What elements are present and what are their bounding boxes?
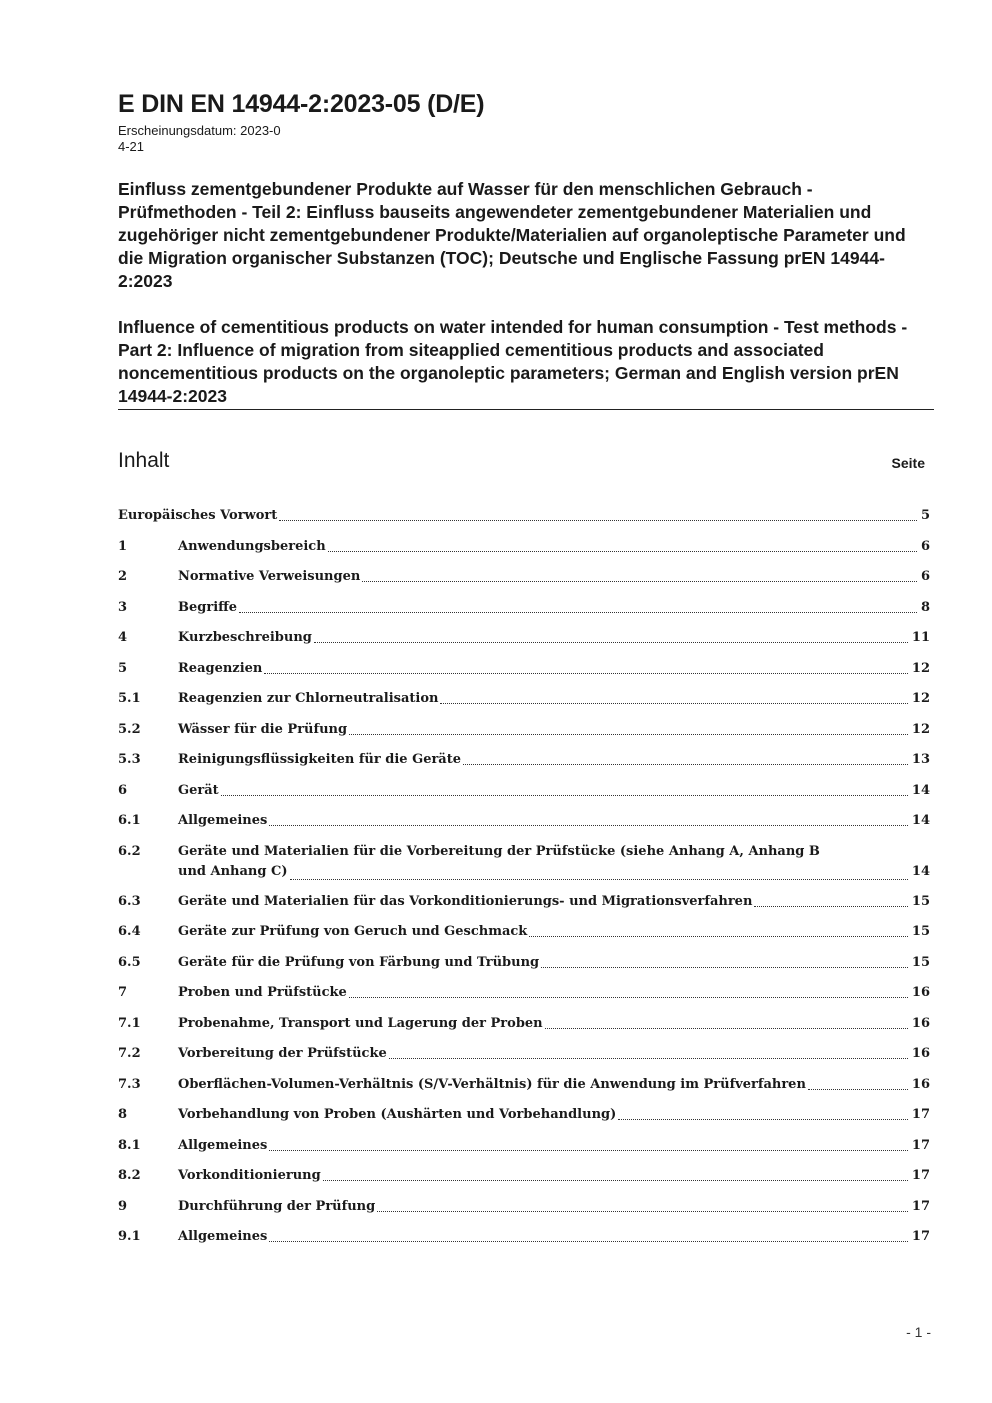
toc-entry-number: 5.1: [118, 691, 141, 706]
toc-page-column-label: Seite: [891, 455, 925, 471]
toc-entry-number: 5.3: [118, 752, 141, 767]
toc-entry[interactable]: [118, 503, 930, 534]
toc-entry-text: [178, 1041, 930, 1072]
toc-dot-leader: [349, 980, 908, 998]
toc-dot-leader: [269, 1224, 908, 1242]
toc-entry[interactable]: [118, 778, 930, 809]
toc-entry-title: Geräte für die Prüfung von Färbung und Trübung: [178, 954, 540, 970]
toc-entry-page: 12: [911, 691, 930, 706]
toc-entry-number: 9: [118, 1198, 128, 1214]
toc-entry-number: 9.1: [118, 1229, 141, 1244]
toc-entry-page: 16: [911, 1046, 930, 1061]
toc-entry[interactable]: [118, 717, 930, 748]
toc-entry[interactable]: [118, 1163, 930, 1194]
toc-entry-title: Vorbehandlung von Proben (Aushärten und Vorbehandlung): [178, 1107, 617, 1122]
document-id: E DIN EN 14944-2:2023-05 (D/E): [118, 90, 485, 118]
toc-entry-title: Reagenzien zur Chlorneutralisation: [178, 691, 439, 706]
toc-entry-number: 7: [118, 985, 128, 1000]
toc-entry-title: Kurzbeschreibung: [178, 630, 312, 645]
toc-entry-number: 7.1: [118, 1015, 141, 1031]
toc-entry[interactable]: [118, 1102, 930, 1133]
toc-entry-page: 17: [911, 1137, 930, 1153]
toc-dot-leader: [239, 595, 917, 613]
toc-entry-page: 17: [911, 1107, 930, 1122]
toc-dot-leader: [529, 919, 908, 937]
toc-entry[interactable]: [118, 808, 930, 839]
toc-entry-number: 6: [118, 782, 128, 798]
toc-entry-number: 4: [118, 630, 128, 645]
toc-entry-text: [178, 1163, 930, 1194]
toc-entry-page: 16: [911, 985, 930, 1000]
toc-entry-text: [178, 808, 930, 839]
toc-entry-title: Vorkonditionierung: [178, 1168, 321, 1183]
toc-entry-text: [178, 839, 930, 889]
toc-entry-page: 12: [911, 721, 930, 737]
toc-entry-number: 6.4: [118, 924, 141, 939]
toc-entry-title: Geräte und Materialien für das Vorkonditionierungs- und Migrationsverfahren: [178, 893, 753, 909]
toc-entry-title: Geräte zur Prüfung von Geruch und Geschmack: [178, 924, 528, 939]
toc-entry-title: Vorbereitung der Prüfstücke: [178, 1046, 387, 1061]
toc-entry[interactable]: [118, 950, 930, 981]
toc-dot-leader: [323, 1163, 908, 1181]
toc-entry-number: 8.2: [118, 1168, 141, 1183]
toc-entry-title: Reagenzien: [178, 660, 263, 676]
toc-entry-text: [178, 656, 930, 687]
toc-entry-number: 6.2: [118, 843, 141, 859]
publication-date: [118, 123, 358, 155]
toc-entry-number: 5: [118, 660, 128, 676]
toc-entry-title: Allgemeines: [178, 1229, 268, 1244]
toc-entry-page: 16: [911, 1015, 930, 1031]
toc-entry-page: 11: [911, 630, 930, 645]
toc-dot-leader: [541, 950, 908, 968]
toc-entry-title: Probenahme, Transport und Lagerung der Proben: [178, 1015, 543, 1031]
toc-entry[interactable]: [118, 1072, 930, 1103]
toc-entry-number: 6.5: [118, 954, 141, 970]
title-divider: [118, 409, 934, 410]
toc-entry-page: 6: [920, 538, 930, 554]
toc-entry[interactable]: [118, 1194, 930, 1225]
toc-entry-number: 6.3: [118, 893, 141, 909]
toc-entry-text: [178, 564, 930, 595]
toc-dot-leader: [269, 808, 908, 826]
toc-dot-leader: [279, 503, 917, 521]
toc-dot-leader: [754, 889, 908, 907]
toc-entry-number: 2: [118, 569, 128, 584]
toc-entry-text: [178, 595, 930, 626]
toc-entry[interactable]: [118, 595, 930, 626]
toc-entry-page: 15: [911, 924, 930, 939]
toc-entry[interactable]: [118, 980, 930, 1011]
toc-dot-leader: [264, 656, 908, 674]
toc-entry-page: 6: [920, 569, 930, 584]
toc-entry-title: Europäisches Vorwort: [118, 508, 278, 523]
title-german: Einfluss zementgebundener Produkte auf Wasser für den menschlichen Gebrauch - Prüfmethoden - Teil 2: Einfluss bauseits angewendeter zementgebundener Materialien und zugehöriger nicht zementgebundener Produkte/Materialien auf organoleptische Parameter und die Migration organischer Substanzen (TOC); Deutsche und Englische Fassung prEN 14944-2:2023: [118, 179, 906, 291]
title-english: Influence of cementitious products on water intended for human consumption - Test methods - Part 2: Influence of migration from siteapplied cementitious products and associated noncementitious products on the organoleptic parameters; German and English version prEN 14944-2:2023: [118, 317, 908, 406]
toc-dot-leader: [545, 1011, 908, 1029]
table-of-contents: [118, 503, 930, 1255]
toc-entry-title: Proben und Prüfstücke: [178, 985, 347, 1000]
toc-entry-title: Normative Verweisungen: [178, 569, 361, 584]
toc-entry-text: [178, 778, 930, 809]
toc-entry-page: 17: [911, 1229, 930, 1244]
toc-entry-number: 1: [118, 538, 128, 554]
toc-entry-title: Gerät: [178, 782, 219, 798]
publication-date-line-2: 4-21: [118, 139, 145, 154]
toc-entry-text: [178, 1102, 930, 1133]
toc-entry-page: 14: [911, 863, 930, 879]
toc-entry-page: 5: [920, 508, 930, 523]
toc-entry-page: 15: [911, 893, 930, 909]
toc-entry-title: Allgemeines: [178, 813, 268, 828]
toc-entry[interactable]: [118, 919, 930, 950]
toc-entry[interactable]: [118, 839, 930, 889]
toc-entry[interactable]: [118, 1224, 930, 1255]
toc-entry-text: [178, 686, 930, 717]
toc-dot-leader: [328, 534, 917, 552]
toc-entry-page: 8: [920, 599, 930, 615]
toc-entry-number: 8.1: [118, 1137, 141, 1153]
toc-dot-leader: [349, 717, 908, 735]
toc-dot-leader: [290, 862, 908, 880]
toc-entry-text: [178, 1194, 930, 1225]
toc-entry-title: Durchführung der Prüfung: [178, 1198, 376, 1214]
toc-entry-text: [178, 950, 930, 981]
toc-entry[interactable]: [118, 686, 930, 717]
toc-entry-title: Anwendungsbereich: [178, 538, 326, 554]
toc-entry-page: 14: [911, 813, 930, 828]
toc-entry-title: Begriffe: [178, 599, 238, 615]
toc-dot-leader: [463, 747, 908, 765]
toc-entry-page: 13: [911, 752, 930, 767]
toc-dot-leader: [362, 564, 917, 582]
toc-entry-page: 15: [911, 954, 930, 970]
toc-entry[interactable]: [118, 625, 930, 656]
publication-date-line-1: Erscheinungsdatum: 2023-0: [118, 123, 281, 138]
toc-entry-text: [178, 1011, 930, 1042]
toc-entry-number: 5.2: [118, 721, 141, 737]
toc-entry-page: 14: [911, 782, 930, 798]
page-number: - 1 -: [906, 1324, 931, 1340]
toc-entry-text: [178, 919, 930, 950]
toc-entry-number: 3: [118, 599, 128, 615]
toc-entry-page: 17: [911, 1198, 930, 1214]
toc-entry[interactable]: [118, 889, 930, 920]
toc-entry-number: 7.3: [118, 1076, 141, 1092]
toc-entry-text: [178, 747, 930, 778]
toc-entry-text: [178, 625, 930, 656]
toc-entry-title: Wässer für die Prüfung: [178, 721, 348, 737]
toc-entry[interactable]: [118, 1041, 930, 1072]
toc-entry-title-line-1: Geräte und Materialien für die Vorbereitung der Prüfstücke (siehe Anhang A, Anhang B: [178, 843, 820, 859]
toc-entry-text: [178, 889, 930, 920]
toc-entry-title: Oberflächen-Volumen-Verhältnis (S/V-Verhältnis) für die Anwendung im Prüfverfahren: [178, 1076, 806, 1092]
toc-entry-text: [178, 1133, 930, 1164]
toc-entry-number: 7.2: [118, 1046, 141, 1061]
toc-entry-text: [118, 503, 930, 534]
toc-dot-leader: [269, 1133, 908, 1151]
toc-entry[interactable]: [118, 534, 930, 565]
toc-entry-title: Allgemeines: [178, 1137, 268, 1153]
toc-entry-text: [178, 1224, 930, 1255]
toc-dot-leader: [314, 625, 908, 643]
toc-entry-number: 8: [118, 1107, 128, 1122]
toc-entry-number: 6.1: [118, 813, 141, 828]
toc-entry[interactable]: [118, 747, 930, 778]
toc-entry-page: 12: [911, 660, 930, 676]
toc-entry-text: [178, 534, 930, 565]
toc-entry-text: [178, 1072, 930, 1103]
toc-dot-leader: [221, 778, 908, 796]
toc-entry-title: Reinigungsflüssigkeiten für die Geräte: [178, 752, 462, 767]
toc-dot-leader: [377, 1194, 908, 1212]
toc-dot-leader: [440, 686, 907, 704]
toc-dot-leader: [389, 1041, 908, 1059]
toc-entry-title: und Anhang C): [178, 863, 288, 879]
toc-entry-text: [178, 980, 930, 1011]
toc-entry-text: [178, 717, 930, 748]
toc-entry[interactable]: [118, 1133, 930, 1164]
toc-dot-leader: [618, 1102, 908, 1120]
toc-heading: Inhalt: [118, 449, 170, 472]
toc-entry[interactable]: [118, 1011, 930, 1042]
toc-entry-page: 16: [911, 1076, 930, 1092]
toc-dot-leader: [808, 1072, 908, 1090]
toc-entry[interactable]: [118, 656, 930, 687]
toc-entry[interactable]: [118, 564, 930, 595]
toc-entry-page: 17: [911, 1168, 930, 1183]
